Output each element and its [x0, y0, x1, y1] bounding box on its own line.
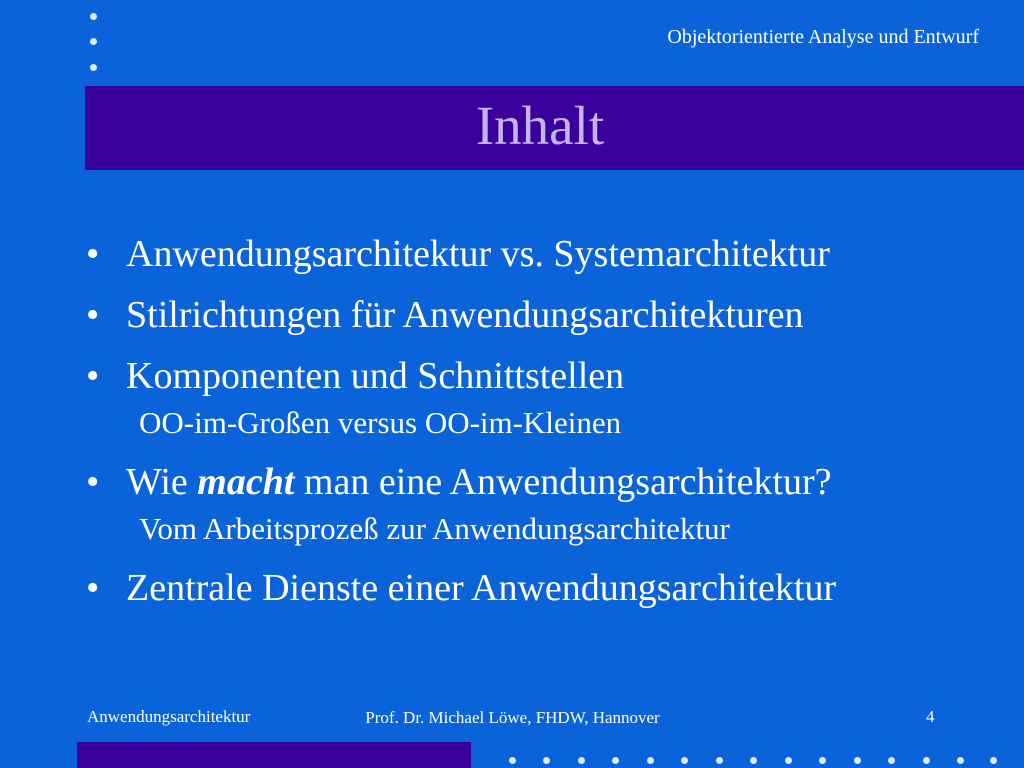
decor-dot [750, 757, 757, 764]
bullet-marker: • [86, 355, 100, 397]
decor-dot [888, 757, 895, 764]
bullet-marker: • [86, 567, 100, 609]
decor-dot [612, 757, 619, 764]
bullet-text: man eine Anwendungsarchitektur? [294, 461, 832, 503]
decor-dot [854, 757, 861, 764]
bullet-text: Zentrale Dienste einer Anwendungsarchitektur [126, 567, 837, 609]
decor-dot [509, 757, 516, 764]
decor-dot [647, 757, 654, 764]
decor-dot [990, 757, 997, 764]
bullet-item [86, 285, 1016, 346]
decor-dot [819, 757, 826, 764]
sub-bullet: Vom Arbeitsprozeß zur Anwendungsarchitektur [139, 511, 730, 546]
emphasis-text: macht [197, 461, 295, 503]
decor-dot [957, 757, 964, 764]
sub-bullet: OO-im-Großen versus OO-im-Kleinen [139, 405, 622, 440]
footer-topic: Anwendungsarchitektur [87, 707, 251, 726]
page-number: 4 [926, 707, 935, 726]
course-title: Objektorientierte Analyse und Entwurf [667, 26, 979, 48]
decor-dot [90, 64, 97, 71]
bullet-marker: • [86, 294, 100, 336]
bullet-item [86, 558, 1016, 619]
bullet-marker: • [86, 233, 100, 275]
bullet-text: Komponenten und Schnittstellen [126, 355, 625, 397]
bullet-text: Wie [126, 461, 198, 503]
bullet-text: Anwendungsarchitektur vs. Systemarchitektur [126, 233, 830, 275]
footer-author: Prof. Dr. Michael Löwe, FHDW, Hannover [365, 708, 660, 727]
bullet-list [86, 224, 1016, 619]
decor-dot [681, 757, 688, 764]
decor-dot [578, 757, 585, 764]
decor-dot [543, 757, 550, 764]
decor-dot [785, 757, 792, 764]
title-bar [85, 86, 1024, 170]
decor-dot [923, 757, 930, 764]
bullet-marker: • [86, 461, 100, 503]
slide-title: Inhalt [475, 95, 605, 156]
decor-dot [90, 38, 97, 45]
decor-dot [716, 757, 723, 764]
decor-dot [90, 13, 97, 20]
bullet-item [86, 224, 1016, 285]
bullet-text: Stilrichtungen für Anwendungsarchitekturen [126, 294, 804, 336]
bottom-bar [77, 742, 471, 768]
